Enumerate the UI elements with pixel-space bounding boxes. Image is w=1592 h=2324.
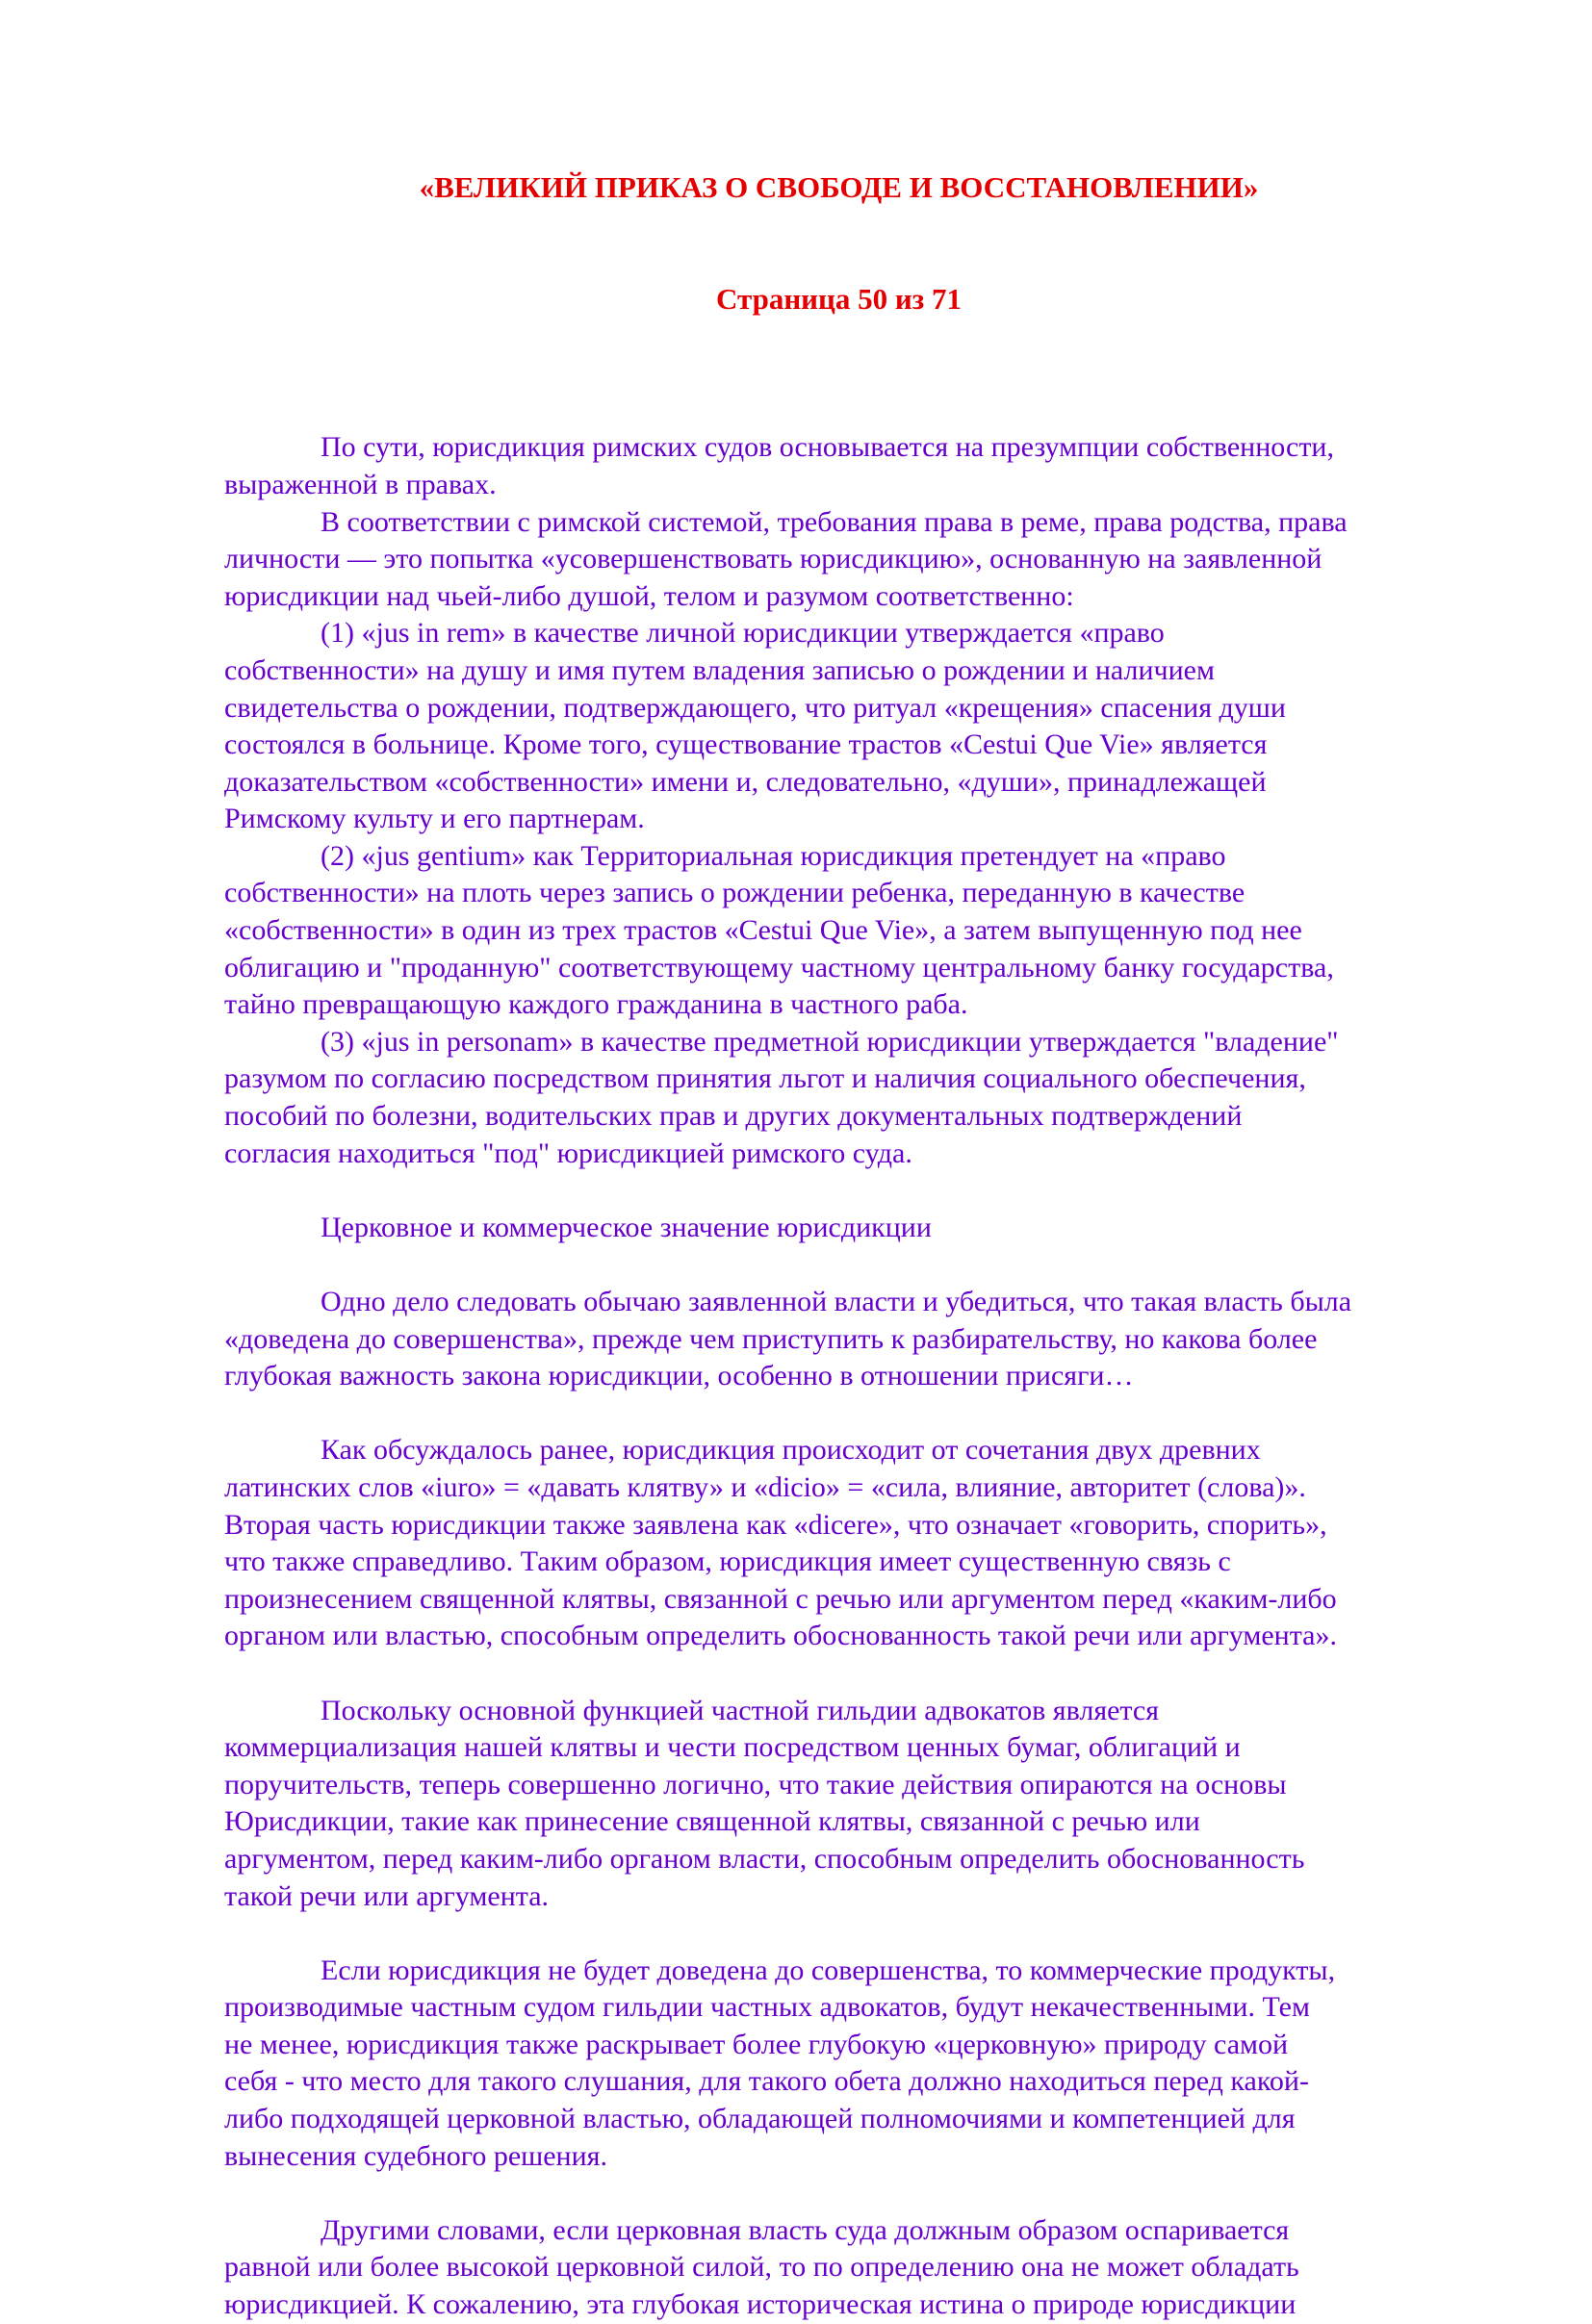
paragraph [224, 2212, 1592, 2324]
text-line: (2) «jus gentium» как Территориальная юрисдикция претендует на «право [321, 839, 1226, 872]
text-line: поручительств, теперь совершенно логично, что такие действия опираются на основы [224, 1768, 1287, 1800]
text-line: облигацию и "проданную" соответствующему частному центральному банку государства, [224, 951, 1334, 983]
text-line: такой речи или аргумента. [224, 1879, 550, 1912]
section-heading [224, 1210, 1592, 1247]
text-line: произнесением священной клятвы, связанной с речью или аргументом перед «каким-либо [224, 1582, 1337, 1615]
paragraph [224, 1432, 1592, 1655]
text-line: (1) «jus in rem» в качестве личной юрисдикции утверждается «право [321, 617, 1165, 650]
text-line: личности — это попытка «усовершенствовать юрисдикцию», основанную на заявленной [224, 543, 1322, 575]
paragraph [224, 1953, 1592, 2176]
text-line: юрисдикцией. К сожалению, эта глубокая историческая истина о природе юрисдикции [224, 2288, 1297, 2321]
text-line: либо подходящей церковной властью, обладающей полномочиями и компетенцией для [224, 2103, 1296, 2135]
text-line: «собственности» в один из трех трастов «Cestui Que Vie», а затем выпущенную под нее [224, 914, 1302, 947]
text-line: Вторая часть юрисдикции также заявлена как «dicere», что означает «говорить, спорить», [224, 1508, 1327, 1541]
paragraph [224, 615, 1592, 838]
paragraph [224, 1693, 1592, 1916]
text-line: тайно превращающую каждого гражданина в частного раба. [224, 988, 968, 1021]
text-line: собственности» на душу и имя путем владения записью о рождении и наличием [224, 653, 1215, 686]
text-line: аргументом, перед каким-либо органом власти, способным определить обоснованность [224, 1842, 1305, 1875]
paragraph [224, 1284, 1592, 1395]
text-line: органом или властью, способным определить обоснованность такой речи или аргумента». [224, 1620, 1337, 1652]
text-line: юрисдикции над чьей-либо душой, телом и разумом соответственно: [224, 579, 1074, 612]
text-line: собственности» на плоть через запись о рождении ребенка, переданную в качестве [224, 877, 1245, 909]
text-line: Поскольку основной функцией частной гильдии адвокатов является [321, 1694, 1160, 1726]
text-line: разумом по согласию посредством принятия льгот и наличия социального обеспечения, [224, 1062, 1306, 1095]
paragraph [224, 1024, 1592, 1172]
text-line: согласия находиться "под" юрисдикцией римского суда. [224, 1136, 912, 1169]
text-line: Одно дело следовать обычаю заявленной власти и убедиться, что такая власть была [321, 1286, 1352, 1317]
document-title: «ВЕЛИКИЙ ПРИКАЗ О СВОБОДЕ И ВОССТАНОВЛЕНИИ» [419, 170, 1259, 205]
text-line: Церковное и коммерческое значение юрисдикции [321, 1211, 932, 1243]
paragraph [224, 429, 1592, 503]
text-line: Римскому культу и его партнерам. [224, 803, 645, 835]
text-line: глубокая важность закона юрисдикции, особенно в отношении присяги… [224, 1360, 1134, 1392]
text-line: себя - что место для такого слушания, для такого обета должно находиться перед какой- [224, 2065, 1309, 2098]
paragraph [224, 838, 1592, 1024]
text-line: В соответствии с римской системой, требования права в реме, права родства, права [321, 505, 1348, 538]
page-indicator: Страница 50 из 71 [716, 281, 962, 316]
document-body [224, 429, 1592, 2323]
text-line: Как обсуждалось ранее, юрисдикция происходит от сочетания двух древних [321, 1434, 1261, 1467]
text-line: выраженной в правах. [224, 468, 497, 500]
document-header [224, 95, 1453, 393]
text-line: доказательством «собственности» имени и, следовательно, «души», принадлежащей [224, 765, 1267, 798]
text-line: По сути, юрисдикция римских судов основывается на презумпции собственности, [321, 431, 1334, 464]
text-line: свидетельства о рождении, подтверждающего, что ритуал «крещения» спасения души [224, 691, 1286, 724]
text-line: латинских слов «iuro» = «давать клятву» и «dicio» = «сила, влияние, авторитет (слова)». [224, 1470, 1306, 1503]
text-line: «доведена до совершенства», прежде чем приступить к разбирательству, но какова более [224, 1322, 1318, 1355]
text-line: не менее, юрисдикция также раскрывает более глубокую «церковную» природу самой [224, 2028, 1289, 2060]
text-line: вынесения судебного решения. [224, 2139, 607, 2172]
text-line: что также справедливо. Таким образом, юрисдикция имеет существенную связь с [224, 1545, 1231, 1578]
text-line: Если юрисдикция не будет доведена до совершенства, то коммерческие продукты, [321, 1954, 1336, 1986]
text-line: Другими словами, если церковная власть суда должным образом оспаривается [321, 2213, 1290, 2246]
text-line: равной или более высокой церковной силой, то по определению она не может обладать [224, 2251, 1299, 2284]
text-line: пособий по болезни, водительских прав и других документальных подтверждений [224, 1100, 1243, 1133]
text-line: состоялся в больнице. Кроме того, существование трастов «Cestui Que Vie» является [224, 728, 1268, 761]
text-line: производимые частным судом гильдии частных адвокатов, будут некачественными. Тем [224, 1991, 1310, 2024]
text-line: коммерциализация нашей клятвы и чести посредством ценных бумаг, облигаций и [224, 1731, 1241, 1764]
text-line: Юрисдикции, такие как принесение священной клятвы, связанной с речью или [224, 1805, 1200, 1838]
paragraph [224, 504, 1592, 616]
text-line: (3) «jus in personam» в качестве предметной юрисдикции утверждается "владение" [321, 1025, 1339, 1058]
